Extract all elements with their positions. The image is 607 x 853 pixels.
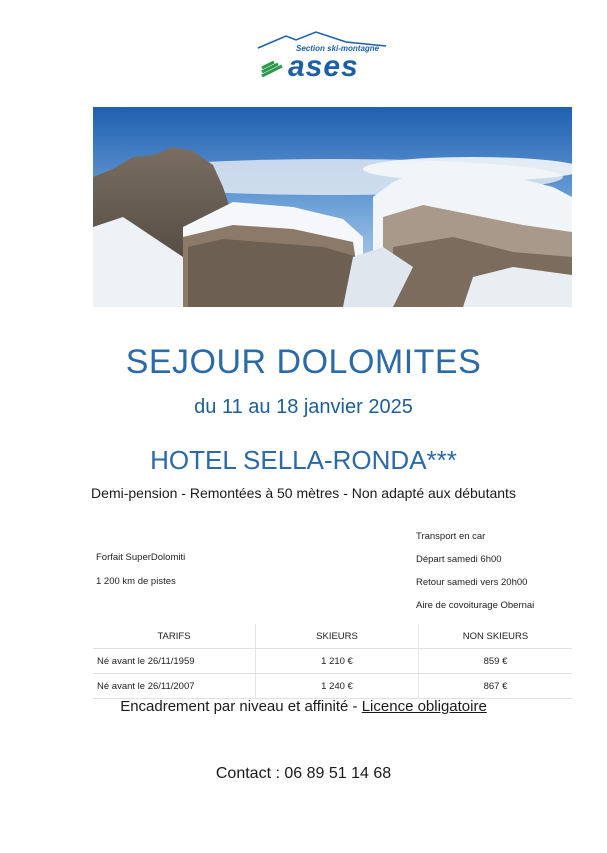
encadrement-line [0,698,607,715]
logo-tagline: Section ski-montagne [296,44,380,53]
encadrement-text: Encadrement par niveau et affinité - [120,698,362,715]
right-info-retour: Retour samedi vers 20h00 [416,577,528,588]
header-skieurs: SKIEURS [256,624,419,649]
row-non-skieurs: 867 € [419,674,573,699]
licence-link[interactable]: Licence obligatoire [361,698,487,715]
dolomites-photo [93,107,572,307]
page-title: SEJOUR DOLOMITES [125,343,482,381]
left-info-pistes: 1 200 km de pistes [96,576,176,587]
row-label: Né avant le 26/11/1959 [93,649,256,674]
row-skieurs: 1 240 € [256,674,419,699]
row-skieurs: 1 210 € [256,649,419,674]
hotel-name: HOTEL SELLA-RONDA*** [150,445,457,475]
row-label: Né avant le 26/11/2007 [93,674,256,699]
left-info-forfait: Forfait SuperDolomiti [96,552,186,563]
table-row [93,649,572,674]
right-info-covoiturage: Aire de covoiturage Obernai [416,600,535,611]
table-header-row [93,624,572,649]
trip-dates: du 11 au 18 janvier 2025 [194,396,413,418]
contact-line: Contact : 06 89 51 14 68 [215,765,392,782]
right-info-transport: Transport en car [416,531,486,542]
tarifs-table [93,624,572,699]
logo-name: ases [288,50,359,83]
trip-features: Demi-pension - Remontées à 50 mètres - Non adapté aux débutants [91,485,516,501]
table-row [93,674,572,699]
right-info-depart: Départ samedi 6h00 [416,554,502,565]
row-non-skieurs: 859 € [419,649,573,674]
ases-logo [256,28,391,86]
header-non-skieurs: NON SKIEURS [419,624,573,649]
header-tarifs: TARIFS [93,624,256,649]
